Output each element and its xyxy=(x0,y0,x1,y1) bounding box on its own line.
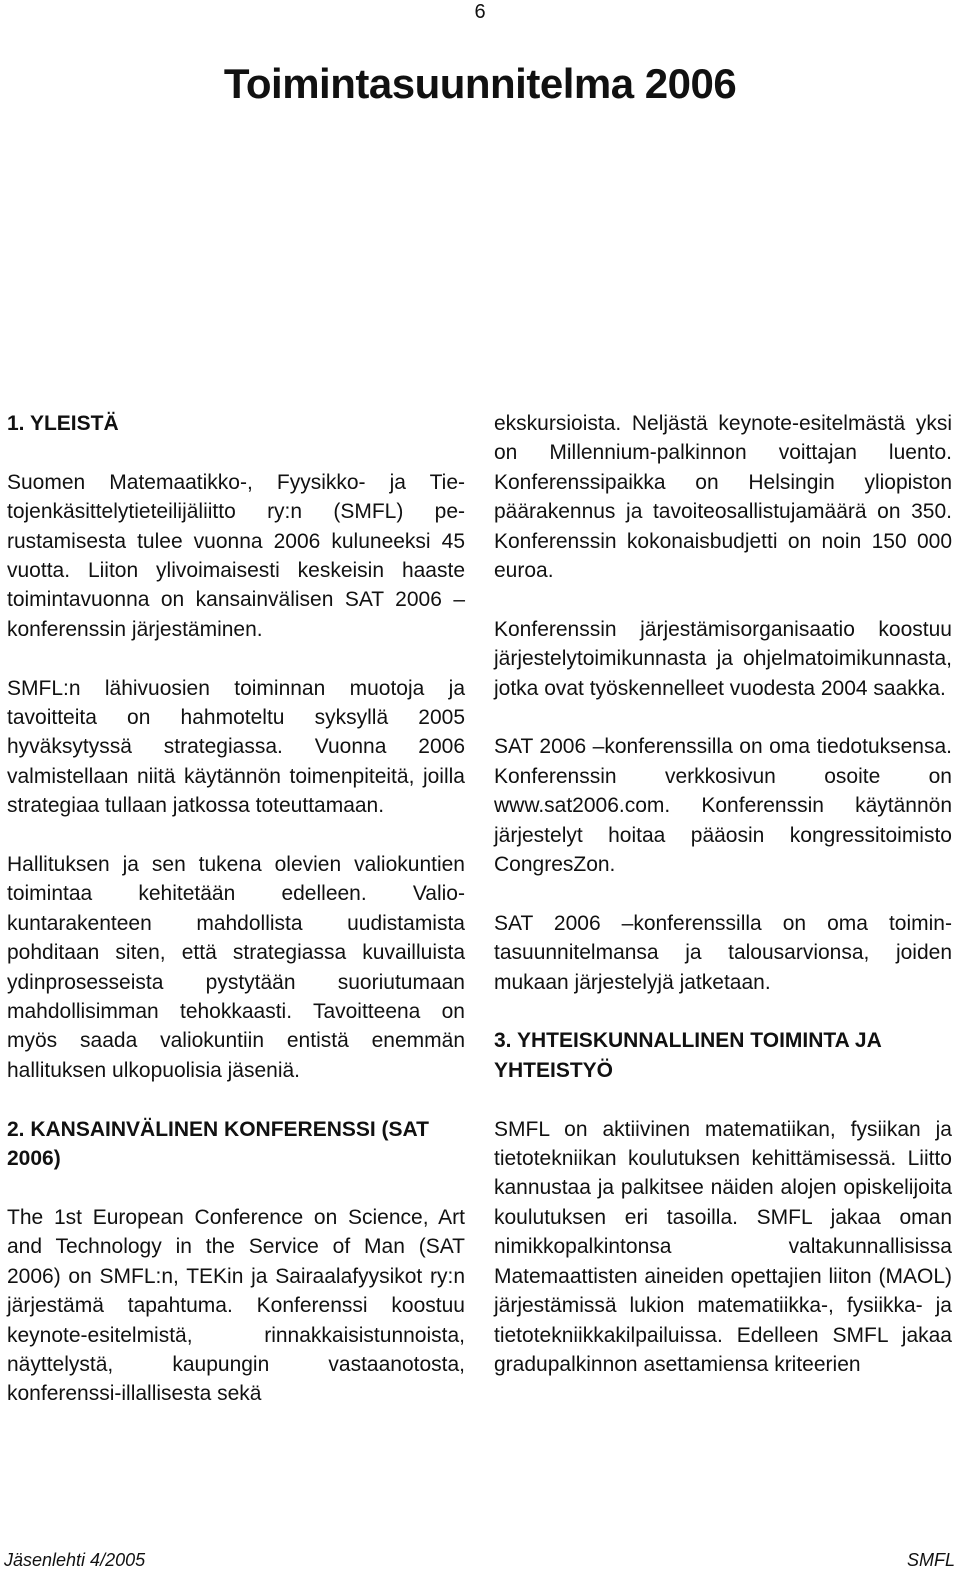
section-2-paragraph-1-continued: ekskursioista. Neljästä keynote-esitelmästä yksi on Millennium-palkinnon voittajan luento. Konferenssipaikka on Helsingin yliopiston päärakennus ja tavoiteosallistujamäärä on 350. Konferenssin kokonaisbudjetti on noin 150 000 euroa. xyxy=(494,412,952,583)
page-title: Toimintasuunnitelma 2006 xyxy=(223,60,737,107)
section-2-paragraph-1: The 1st European Conference on Science, Art and Technology in the Service of Man (SAT 2006) on SMFL:n, TEKin ja Sairaalafyysikot ry:n järjestämä tapahtuma. Konferenssi koostuu keynote-esitelmistä, rinnakkaisistunnoista, näyttelystä, kaupungin vastaanotosta, konferenssi-illallisesta sekä xyxy=(7,1205,465,1406)
section-1-paragraph-3: Hallituksen ja sen tukena olevien valiokuntien toimintaa kehitetään edelleen. Valiokuntarakenteen mahdollista uudistamista pohditaan siten, että strategiassa kuvailluista ydinprosesseista pystytään suoriutumaan mahdollisimman tehokkaasti. Tavoitteena on myös saada valiokuntiin entistä enemmän hallituksen ulkopuolisia jäseniä. xyxy=(7,853,465,1082)
footer-publication: Jäsenlehti 4/2005 xyxy=(4,1550,146,1570)
footer-organization: SMFL xyxy=(906,1550,955,1570)
right-column xyxy=(494,409,952,1379)
section-2-paragraph-4: SAT 2006 –konferenssilla on oma toimintasuunnitelmansa ja talousarvionsa, joiden mukaan järjestelyjä jatketaan. xyxy=(494,911,952,994)
section-1-heading: 1. YLEISTÄ xyxy=(7,412,119,435)
section-1-paragraph-1: Suomen Matemaatikko-, Fyysikko- ja Tietojenkäsittelytieteilijäliitto ry:n (SMFL) perustamisesta tulee vuonna 2006 kuluneeksi 45 vuotta. Liiton ylivoimaisesti keskeisin haaste toimintavuonna on kansainvälisen SAT 2006 –konferenssin järjestäminen. xyxy=(7,470,465,641)
section-2-paragraph-2: Konferenssin järjestämisorganisaatio koostuu järjestelytoimikunnasta ja ohjelmatoimikunnasta, jotka ovat työskennelleet vuodesta 2004 saakka. xyxy=(494,617,952,700)
section-1-paragraph-2: SMFL:n lähivuosien toiminnan muotoja ja tavoitteita on hahmoteltu syksyllä 2005 hyväksytyssä strategiassa. Vuonna 2006 valmistellaan niitä käytännön toimenpiteitä, joilla strategiaa tullaan jatkossa toteuttamaan. xyxy=(7,676,465,818)
section-3-heading: 3. YHTEISKUNNALLINEN TOIMINTA JA YHTEISTYÖ xyxy=(494,1029,881,1082)
section-2-heading: 2. KANSAINVÄLINEN KONFERENSSI (SAT 2006) xyxy=(7,1117,429,1171)
section-2-paragraph-3: SAT 2006 –konferenssilla on oma tiedotuksensa. Konferenssin verkkosivun osoite on www.sat2006.com. Konferenssin käytännön järjestelyt hoitaa pääosin kongressitoimisto CongresZon. xyxy=(494,735,952,877)
section-3-paragraph-1: SMFL on aktiivinen matematiikan, fysiikan ja tietotekniikan koulutuksen kehittämisessä. Liitto kannustaa ja palkitsee näiden alojen opiskelijoita koulutuksen eri tasoilla. SMFL jakaa oman nimikkopalkintonsa valtakunnallisissa Matemaattisten aineiden opettajien liiton (MAOL) järjestämissä lukion matematiikka-, fysiikka- ja tietotekniikkakilpailuissa. Edelleen SMFL jakaa gradupalkinnon asettamiensa kriteerien xyxy=(494,1117,952,1376)
left-column xyxy=(7,409,465,1409)
page-number: 6 xyxy=(474,1,486,23)
